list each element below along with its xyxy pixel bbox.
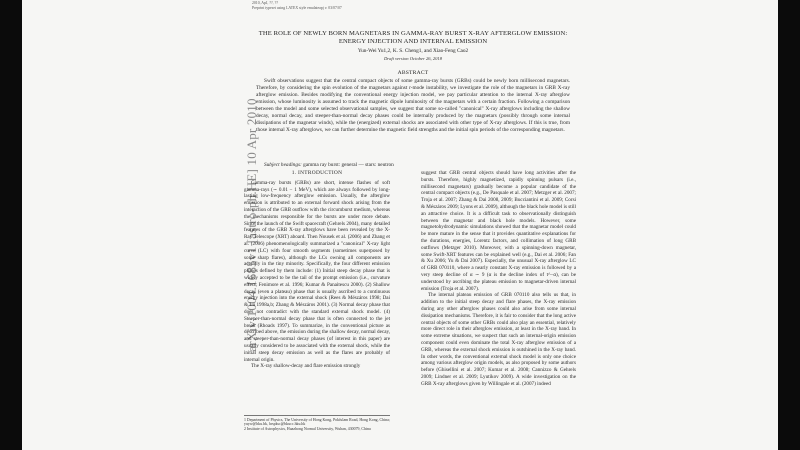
right-column <box>421 170 576 388</box>
left-letterbox <box>0 0 22 450</box>
draft-version: Draft version October 26, 2018 <box>383 56 443 61</box>
intro-paragraph: Gamma-ray bursts (GRBs) are short, intense flashes of soft gamma-rays (∼ 0.01 − 1 MeV), which are always followed by long-lasting low-frequency afterglow emission. Usually, the afterglow emission is attributed to an external forward shock arising from the interaction of the GRB outflow with the circumburst medium, whereas the mechanisms responsible for the bursts are under more debate. Since the launch of the Swift spacecraft (Gehrels 2004), many detailed features of the GRB X-ray afterglows have been revealed by the X-Ray Telescope (XRT) aboard. Then Nousek et al. (2006) and Zhang et al. (2006) phenomenologically summarized a "canonical" X-ray light curve (LC) with four smooth segments (sometimes superposed by some sharp flares), although the LCs owning all components are actually in the tiny minority. Specifically, the four different emission phases defined by them include: (1) Initial steep decay phase that is widely accepted to be the tail of the prompt emission (i.e., curvature effect; Fenimore et al. 1996; Kumar & Panaitescu 2000). (2) Shallow decay (even a plateau) phase that is usually ascribed to a continuous energy injection into the external shock (Rees & Mészáros 1998; Dai & Lu 1998a,b; Zhang & Mészáros 2001). (3) Normal decay phase that does not contradict with the standard external shock model. (4) Steeper-than-normal decay phase that is often connected to the jet break (Rhoads 1997). To summarize, in the conventional picture as described above, the emission during the shallow decay, normal decay, and steeper-than-normal decay phases (of interest in this paper) are usually considered to be associated with the external shock, while the initial steep decay emission as well as the flares are probably of internal origin. <box>244 179 390 363</box>
subject-headings <box>256 162 570 169</box>
intro-paragraph: The internal plateau emission of GRB 070110 also tells us that, in addition to the initial steep decay and flare phases, the X-ray emission during any other afterglow phases could also arise from some internal dissipation mechanisms. Therefore, it is fair to consider that the long active central objects of some other GRBs could also play an essential, relatively more direct role in their afterglow emission, at least in the X-ray band. In some extreme situations, we suspect that such an internal-origin emission component could even dominate the total X-ray afterglow emission of a GRB, whereas the external shock emission is outshined in the X-ray band. In other words, the conventional external shock model is only one choice among various afterglow origin models, as also proposed by some authors before (Ghisellini et al. 2007; Kumar et al. 2008; Cannizzo & Gehrels 2009; Lindner et al. 2009; Lyutikov 2009). A wide investigation on the GRB X-ray afterglows given by Willingale et al. (2007) indeed <box>421 292 576 387</box>
intro-paragraph: suggest that GRB central objects should have long activities after the bursts. Therefore, highly magnetized, rapidly spinning pulsars (i.e., millisecond magnetars) gradually become a popular candidate of the central compact objects (e.g., De Pasquale et al. 2007; Metzger et al. 2007; Troja et al. 2007; Zhang & Dai 2008, 2009; Bucciantini et al. 2009; Corsi & Mészáros 2009; Lyons et al. 2009), although the black hole model is still an attractive choice. It is a difficult task to observationally distinguish between the magnetar and black hole models. However, some magnetohydrodynamic simulations showed that the magnetar model could be more mature in the sense that it provides quantitative explanations for the durations, energies, Lorentz factors, and collimation of long GRB outflows (Metzger 2010). Moreover, with a spinning-down magnetar, some Swift-XRT features can be explained well (e.g., Dai et al. 2006; Fan & Xu 2006; Yu & Dai 2007). Especially, the unusual X-ray afterglow LC of GRB 070110, where a nearly constant X-ray emission is followed by a very steep decline of α ∼ 9 (α is the decline index of t^−α), can be understood by ascribing the plateau emission to magnetar-driven internal emission (Troja et al. 2007). <box>421 170 576 292</box>
intro-paragraph: The X-ray shallow-decay and flare emission strongly <box>251 363 361 370</box>
footnotes <box>244 415 390 432</box>
author-list: Yun-Wei Yu1,2, K. S. Cheng1, and Xiao-Feng Cao2 <box>357 48 469 54</box>
right-letterbox <box>778 0 800 450</box>
left-column <box>244 170 390 370</box>
preprint-note: Preprint typeset using LATEX style emulateapj v. 03/07/07 <box>252 6 342 10</box>
paper-title: THE ROLE OF NEWLY BORN MAGNETARS IN GAMMA-RAY BURST X-RAY AFTERGLOW EMISSION: ENERGY INJECTION AND INTERNAL EMISSION <box>258 30 568 45</box>
footnote: 2 Institute of Astrophysics, Huazhong Normal University, Wuhan, 430079, China <box>244 427 371 432</box>
subject-label: Subject headings: <box>264 162 302 168</box>
footnote: 1 Department of Physics, The University of Hong Kong, Pokfulam Road, Hong Kong, China; yuyw@hku.hk, hrspksc@hkucc.hku.hk <box>244 417 390 427</box>
section-heading-introduction: 1. INTRODUCTION <box>291 170 343 176</box>
journal-header: 2010, ApJ, ??, ?? <box>252 1 278 5</box>
abstract-text: Swift observations suggest that the central compact objects of some gamma-ray bursts (GRBs) could be newly born millisecond magnetars. Therefore, by considering the spin evolution of the magnetars against r-mode instability, we investigate the role of the magnetars in GRB X-ray afterglow emission. Besides modifying the conventional energy injection model, we pay particular attention to the internal X-ray afterglow emission, whose luminosity is assumed to track the magnetic dipole luminosity of the magnetars with a certain fraction. Following a comparison between the model and some selected observational samples, we suggest that some so-called "canonical" X-ray afterglows including the shallow decay, normal decay, and steeper-than-normal decay phases could be internally produced by the magnetars (possibly through some internal dissipations of the magnetar winds), while the (energized) external shocks are associated with other type of X-ray afterglows. If this is true, from those internal X-ray afterglows, we can further determine the magnetic field strengths and the initial spin periods of the corresponding magnetars. <box>256 78 570 133</box>
subject-text: gamma ray burst: general — stars: neutron <box>303 162 394 168</box>
abstract-heading: ABSTRACT <box>397 70 429 76</box>
arxiv-identifier[interactable]: arXiv:1004.1685v1 [astro-ph.HE] 10 Apr 2010 <box>244 98 259 352</box>
